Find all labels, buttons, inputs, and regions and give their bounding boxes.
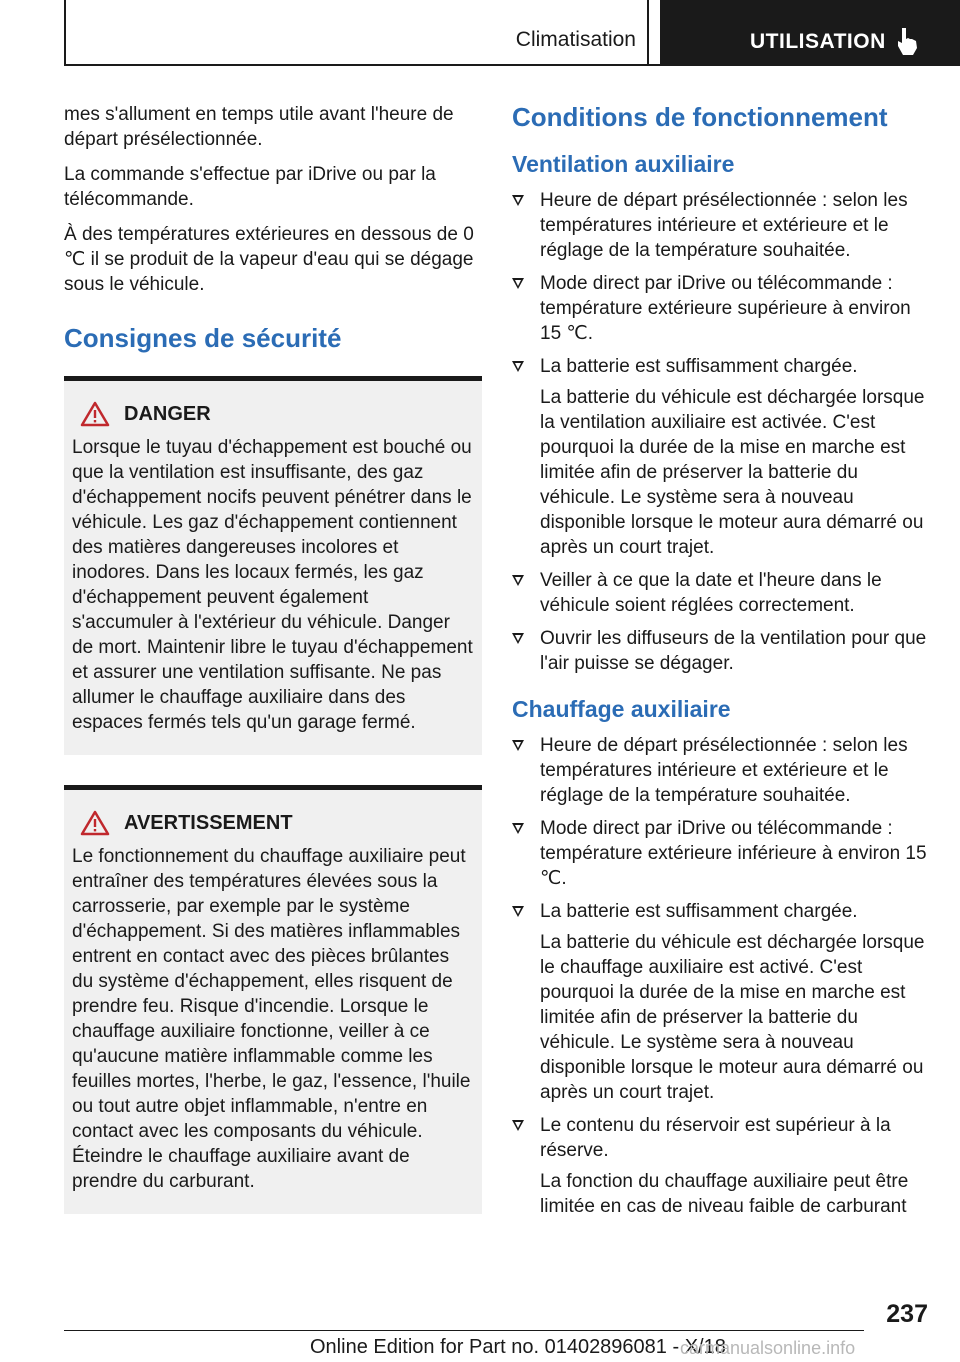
list-item: Mode direct par iDrive ou télécommande : température extérieure supérieure à environ 15 ℃. <box>512 271 932 346</box>
bullet-triangle-icon <box>512 1120 524 1131</box>
left-column <box>64 102 482 1214</box>
list-item: Mode direct par iDrive ou télécommande : température extérieure inférieure à environ 15 ℃. <box>512 816 932 891</box>
page-number: 237 <box>886 1300 928 1328</box>
warning-title: AVERTISSEMENT <box>124 811 293 834</box>
list-item: Heure de départ présélectionnée : selon les températures intérieure et extérieure et le réglage de la température souhaitée. <box>512 188 932 263</box>
list-item: La batterie est suffisamment chargée. La batterie du véhicule est déchargée lorsque le chauffage auxiliaire est activé. C'est pourquoi la durée de la mise en marche est limitée afin de préserver la batterie du véhicule. Le système sera à nouveau disponible lorsque le moteur aura démarré ou après un court trajet. <box>512 899 932 1105</box>
warning-triangle-icon <box>80 810 110 836</box>
bullet-triangle-icon <box>512 361 524 372</box>
warning-text: Le fonctionnement du chauffage auxiliaire peut entraîner des températures élevées sous la carrosserie, par exemple par le système d'échappement. Si des matières inflammables entrent en contact avec des pièces brûlantes du système d'échappement, elles risquent de prendre feu. Risque d'incendie. Lorsque le chauffage auxiliaire fonctionne, veiller à ce qu'aucune matière inflammable comme les feuilles mortes, l'herbe, le gaz, l'essence, l'huile ou tout autre objet inflammable, n'entre en contact avec les composants du véhicule. Éteindre le chauffage auxiliaire avant de prendre du carburant. <box>72 846 471 1192</box>
bullet-triangle-icon <box>512 633 524 644</box>
header-rule <box>64 64 960 66</box>
bullet-triangle-icon <box>512 823 524 834</box>
danger-box <box>64 376 482 755</box>
danger-text: Lorsque le tuyau d'échappement est bouché ou que la ventilation est insuffisante, des gaz d'échappement nocifs peuvent pénétrer dans le véhicule. Les gaz d'échappement contiennent des matières dangereuses incolores et inodores. Dans les locaux fermés, les gaz d'échappement peuvent également s'accumuler à l'extérieur du véhicule. Danger de mort. Maintenir libre le tuyau d'échappement et assurer une ventilation suffisante. Ne pas allumer le chauffage auxiliaire dans des espaces fermés tels qu'un garage fermé. <box>72 437 473 733</box>
intro-paragraph: À des températures extérieures en dessous de 0 ℃ il se produit de la vapeur d'eau qui se dégage sous le véhicule. <box>64 224 474 295</box>
footer-edition: Online Edition for Part no. 01402896081 - X/18 <box>310 1336 726 1358</box>
intro-paragraph: La commande s'effectue par iDrive ou par la télécommande. <box>64 164 436 210</box>
warning-box <box>64 785 482 1214</box>
header-section-title: Climatisation <box>515 28 636 51</box>
ventilation-list <box>512 188 932 676</box>
heating-list <box>512 733 932 1219</box>
footer-rule <box>64 1330 864 1331</box>
list-item: Heure de départ présélectionnée : selon les températures intérieure et extérieure et le réglage de la température souhaitée. <box>512 733 932 808</box>
list-item: Le contenu du réservoir est supérieur à la réserve. La fonction du chauffage auxiliaire peut être limitée en cas de niveau faible de carburant <box>512 1113 932 1219</box>
conditions-heading: Conditions de fonctionnement <box>512 102 888 132</box>
list-item: Veiller à ce que la date et l'heure dans le véhicule soient réglées correctement. <box>512 568 932 618</box>
bullet-triangle-icon <box>512 195 524 206</box>
danger-box-header <box>72 401 474 427</box>
warning-triangle-icon <box>80 401 110 427</box>
bullet-triangle-icon <box>512 740 524 751</box>
heating-heading: Chauffage auxiliaire <box>512 696 731 722</box>
safety-heading: Consignes de sécurité <box>64 323 342 353</box>
bullet-triangle-icon <box>512 906 524 917</box>
watermark: carmanualsonline.info <box>680 1338 856 1358</box>
pointing-hand-icon <box>893 26 923 56</box>
list-item: La batterie est suffisamment chargée. La batterie du véhicule est déchargée lorsque la ventilation auxiliaire est activée. C'est pourquoi la durée de la mise en marche est limitée afin de préserver la batterie du véhicule. Le système sera à nouveau disponible lorsque le moteur aura démarré ou après un court trajet. <box>512 354 932 560</box>
header-chapter-label: UTILISATION <box>750 30 886 53</box>
intro-paragraph: mes s'allument en temps utile avant l'heure de départ présélectionnée. <box>64 104 454 150</box>
bullet-triangle-icon <box>512 575 524 586</box>
box-spacer <box>64 755 482 785</box>
header-left-line <box>64 0 66 66</box>
ventilation-heading: Ventilation auxiliaire <box>512 151 735 177</box>
warning-box-header <box>72 810 474 836</box>
list-item: Ouvrir les diffuseurs de la ventilation pour que l'air puisse se dégager. <box>512 626 932 676</box>
right-column <box>512 102 932 1227</box>
danger-title: DANGER <box>124 402 211 425</box>
header-mid-line <box>647 0 649 66</box>
bullet-triangle-icon <box>512 278 524 289</box>
